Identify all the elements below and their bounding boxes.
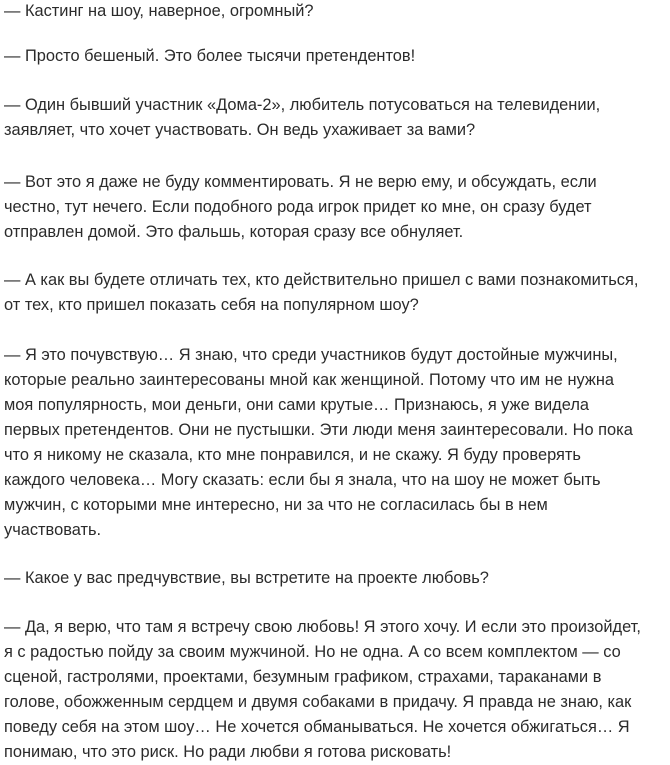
text-line: — Вот это я даже не буду комментировать. Я не верю ему, и обсуждать, если (4, 173, 597, 191)
text-line: честно, тут нечего. Если подобного рода игрок придет ко мне, он сразу будет (4, 198, 592, 216)
text-line: поведу себя на этом шоу… Не хочется обманываться. Не хочется обжигаться… Я (4, 718, 630, 736)
text-line: — Какое у вас предчувствие, вы встретите на проекте любовь? (4, 569, 489, 587)
text-line: — Я это почувствую… Я знаю, что среди участников будут достойные мужчины, (4, 346, 618, 364)
text-line: моя популярность, мои деньги, они сами крутые… Признаюсь, я уже видела (4, 396, 589, 414)
text-line: — Да, я верю, что там я встречу свою любовь! Я этого хочу. И если это произойдет, (4, 618, 641, 636)
text-line: что я никому не сказала, кто мне понравился, и не скажу. Я буду проверять (4, 446, 581, 464)
text-line: — Один бывший участник «Дома-2», любитель потусоваться на телевидении, (4, 96, 601, 114)
question-premonition (4, 566, 489, 591)
text-line: голове, обожженным сердцем и двумя собаками в придачу. Я правда не знаю, как (4, 693, 632, 711)
text-line: — А как вы будете отличать тех, кто действительно пришел с вами познакомиться, (4, 271, 639, 289)
question-distinguish (4, 268, 638, 318)
text-line: мужчин, с которыми мне интересно, ни за что не согласилась бы в нем (4, 496, 548, 514)
text-line: первых претендентов. Они не пустышки. Эти люди меня заинтересовали. Но пока (4, 421, 633, 439)
question-casting (4, 0, 314, 24)
text-line: — Просто бешеный. Это более тысячи претендентов! (4, 47, 416, 65)
question-former-participant (4, 93, 600, 143)
answer-premonition (4, 615, 641, 765)
text-line: понимаю, что это риск. Но ради любви я готова рисковать! (4, 743, 452, 761)
text-line: каждого человека… Могу сказать: если бы я знала, что на шоу не может быть (4, 471, 601, 489)
answer-distinguish (4, 343, 633, 543)
text-line: заявляет, что хочет участвовать. Он ведь ухаживает за вами? (4, 121, 476, 139)
text-line: я с радостью пойду за своим мужчиной. Но не одна. А со всем комплектом — со (4, 643, 621, 661)
text-line: отправлен домой. Это фальшь, которая сразу все обнуляет. (4, 223, 464, 241)
text-line: сценой, гастролями, проектами, безумным графиком, страхами, тараканами в (4, 668, 602, 686)
text-line: которые реально заинтересованы мной как женщиной. Потому что им не нужна (4, 371, 615, 389)
answer-casting (4, 44, 415, 69)
text-line: участвовать. (4, 521, 102, 539)
text-line: — Кастинг на шоу, наверное, огромный? (4, 2, 314, 20)
text-line: от тех, кто пришел показать себя на популярном шоу? (4, 296, 419, 314)
answer-former-participant (4, 170, 597, 245)
